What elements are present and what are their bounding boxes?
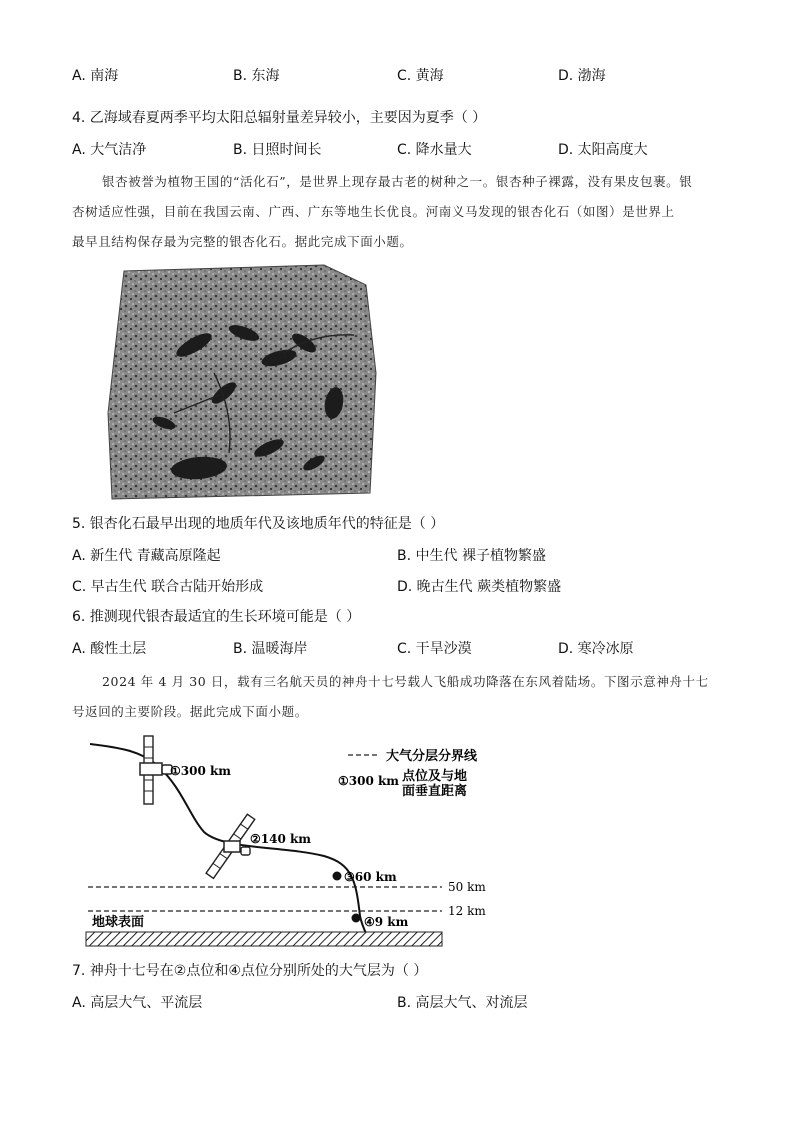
q4-option-b: B. 日照时间长 xyxy=(233,142,322,158)
q4-stem: 4. 乙海域春夏两季平均太阳总辐射量差异较小，主要因为夏季（ ） xyxy=(72,110,487,126)
point-4-label: ④9 km xyxy=(364,915,409,929)
passage2-line1: 2024 年 4 月 30 日，载有三名航天员的神舟十七号载人飞船成功降落在东风着陆场。下图示意神舟十七 xyxy=(102,674,709,689)
point-3-label: ③60 km xyxy=(344,870,397,884)
ginkgo-fossil-image xyxy=(104,263,380,501)
label-50km: 50 km xyxy=(448,880,486,894)
label-12km: 12 km xyxy=(448,904,486,918)
point-3-marker xyxy=(333,872,342,881)
legend-desc-2: 面垂直距离 xyxy=(402,784,468,799)
spacecraft-1-icon xyxy=(140,736,172,804)
q4-option-d: D. 太阳高度大 xyxy=(558,142,648,158)
point-1-label: ①300 km xyxy=(170,764,231,778)
q3-option-c: C. 黄海 xyxy=(397,68,444,84)
q7-option-b: B. 高层大气、对流层 xyxy=(397,995,528,1011)
legend-boundary-label: 大气分层分界线 xyxy=(386,749,478,764)
q6-option-b: B. 温暖海岸 xyxy=(233,641,308,657)
point-4-marker xyxy=(352,914,361,923)
passage1-line2: 杏树适应性强，目前在我国云南、广西、广东等地生长优良。河南义马发现的银杏化石（如图）是世界上 xyxy=(72,204,675,219)
passage1-line3: 最早且结构保存最为完整的银杏化石。据此完成下面小题。 xyxy=(72,234,413,249)
legend-sample: ①300 km xyxy=(338,774,399,788)
q3-option-d: D. 渤海 xyxy=(558,68,606,84)
q5-option-a: A. 新生代 青藏高原隆起 xyxy=(72,548,221,564)
reentry-diagram xyxy=(84,730,486,952)
q5-option-d: D. 晚古生代 蕨类植物繁盛 xyxy=(397,579,562,595)
q6-stem: 6. 推测现代银杏最适宜的生长环境可能是（ ） xyxy=(72,609,361,625)
legend-desc-1: 点位及与地 xyxy=(402,769,468,784)
q5-option-c: C. 早古生代 联合古陆开始形成 xyxy=(72,579,264,595)
passage1-line1: 银杏被誉为植物王国的“活化石”，是世界上现存最古老的树种之一。银杏种子裸露，没有果皮包裹。银 xyxy=(102,174,693,189)
q4-option-a: A. 大气洁净 xyxy=(72,142,147,158)
earth-surface-label: 地球表面 xyxy=(92,915,145,930)
q5-option-b: B. 中生代 裸子植物繁盛 xyxy=(397,548,546,564)
q6-option-d: D. 寒冷冰原 xyxy=(558,641,634,657)
q4-option-c: C. 降水量大 xyxy=(397,142,472,158)
q7-stem: 7. 神舟十七号在②点位和④点位分别所处的大气层为（ ） xyxy=(72,963,428,979)
earth-surface-hatch xyxy=(86,932,442,946)
q7-option-a: A. 高层大气、平流层 xyxy=(72,995,203,1011)
q5-stem: 5. 银杏化石最早出现的地质年代及该地质年代的特征是（ ） xyxy=(72,516,445,532)
point-2-label: ②140 km xyxy=(250,832,311,846)
passage2-line2: 号返回的主要阶段。据此完成下面小题。 xyxy=(72,704,308,719)
q6-option-c: C. 干旱沙漠 xyxy=(397,641,472,657)
q3-option-b: B. 东海 xyxy=(233,68,280,84)
q6-option-a: A. 酸性土层 xyxy=(72,641,147,657)
q3-option-a: A. 南海 xyxy=(72,68,119,84)
